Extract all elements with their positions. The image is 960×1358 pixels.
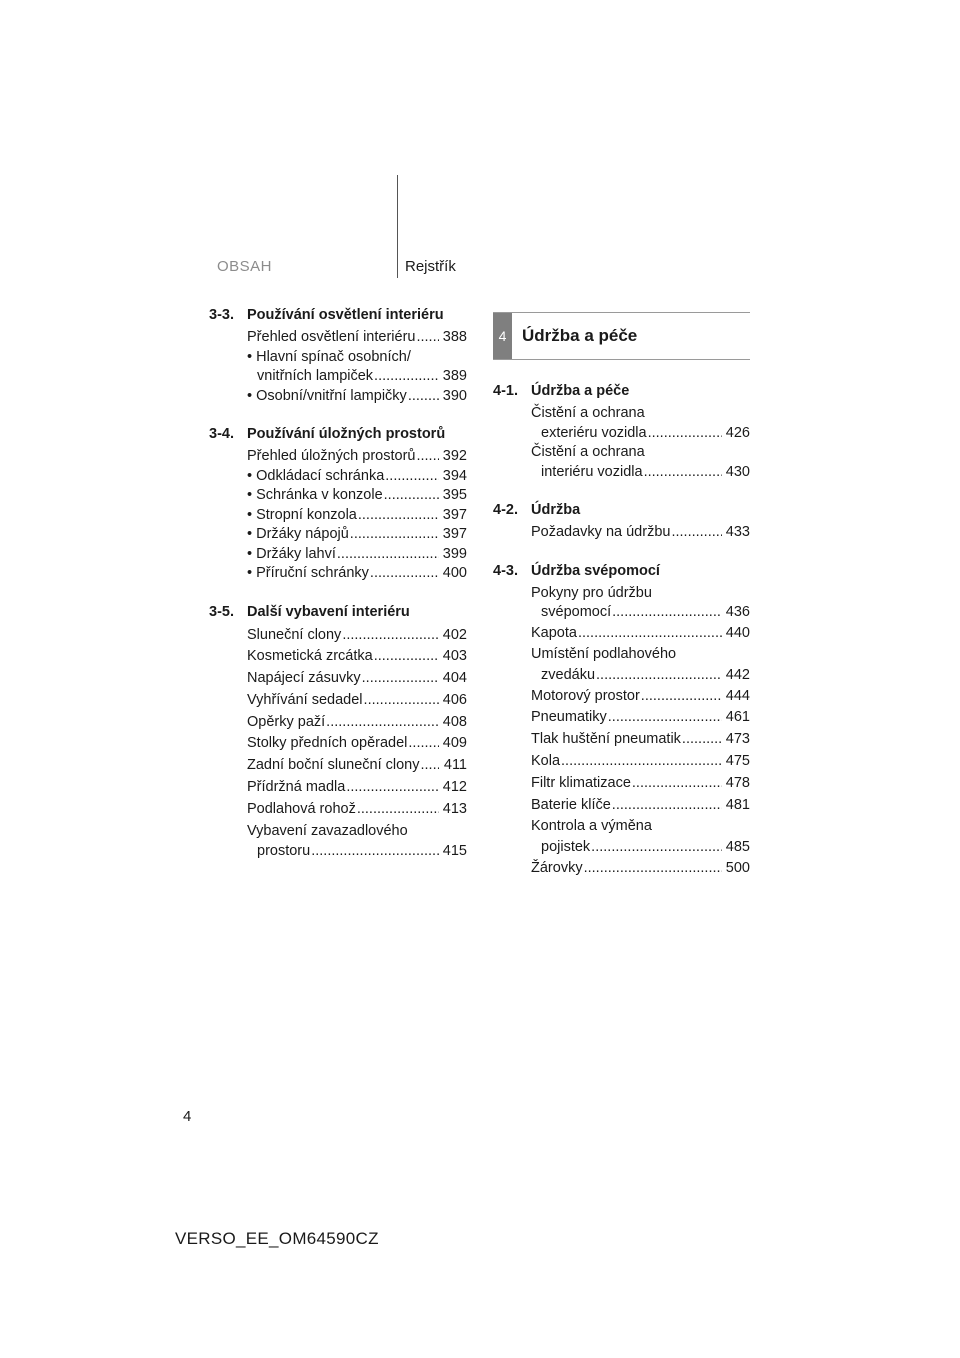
toc-entry[interactable]: Tlak huštění pneumatik ..... 473 [531,729,750,751]
toc-entry[interactable]: Sluneční clony ..... 402 [247,625,467,647]
toc-entry[interactable]: Kapota ..... 440 [531,623,750,645]
chapter-title: Údržba a péče [522,326,638,345]
section-heading [209,304,467,326]
obsah-link[interactable]: OBSAH [217,258,273,275]
section-3-5 [209,601,467,862]
toc-entry-line[interactable]: Pokyny pro údržbu [531,584,652,601]
chapter-header [493,312,750,360]
section-title: Další vybavení interiéru [247,603,410,620]
toc-entry[interactable]: Motorový prostor ..... 444 [531,686,750,708]
rejstrik-link[interactable]: Rejstřík [405,258,456,275]
section-heading [209,423,467,445]
section-title: Údržba svépomocí [531,562,660,579]
toc-entry[interactable]: vnitřních lampiček ..... 389 [247,367,467,387]
section-heading [209,601,467,623]
toc-left-column [209,304,467,862]
toc-entry[interactable]: • Držáky nápojů ..... 397 [247,525,467,545]
toc-entry[interactable]: interiéru vozidla ..... 430 [531,463,750,483]
section-heading [493,380,750,402]
section-heading [493,499,750,521]
toc-entry[interactable]: pojistek ..... 485 [531,838,750,858]
section-number: 4-1. [493,383,518,399]
section-number: 3-4. [209,426,234,442]
toc-entry[interactable]: Baterie klíče ..... 481 [531,795,750,817]
section-heading [493,560,750,582]
section-title: Používání osvětlení interiéru [247,307,444,323]
section-3-3 [209,304,467,406]
section-number: 3-3. [209,307,234,323]
toc-entry-line[interactable]: Kontrola a výměna [531,818,652,835]
toc-entry[interactable]: prostoru ..... 415 [247,842,467,862]
toc-entry[interactable]: • Příruční schránky ..... 400 [247,564,467,584]
toc-entry[interactable]: Vyhřívání sedadel ..... 406 [247,690,467,712]
section-title: Údržba a péče [531,383,630,399]
toc-entry[interactable]: Stolky předních opěradel ..... 409 [247,733,467,755]
toc-entry-line[interactable]: Vybavení zavazadlového [247,822,408,839]
section-4-1 [493,380,750,482]
page-number: 4 [183,1108,192,1125]
toc-entry[interactable]: Přídržná madla ..... 412 [247,777,467,799]
toc-entry[interactable]: • Odkládací schránka ..... 394 [247,467,467,487]
toc-entry-line[interactable]: Umístění podlahového [531,646,677,663]
section-title: Používání úložných prostorů [247,426,446,442]
section-3-4 [209,423,467,584]
toc-entry[interactable]: Přehled úložných prostorů ..... 392 [247,447,467,467]
toc-entry[interactable]: Opěrky paží ..... 408 [247,712,467,734]
toc-entry[interactable]: Kola ..... 475 [531,751,750,773]
section-4-2 [493,499,750,543]
toc-entry[interactable]: • Stropní konzola ..... 397 [247,506,467,526]
toc-entry[interactable]: • Držáky lahví ..... 399 [247,545,467,565]
toc-entry[interactable]: Požadavky na údržbu ..... 433 [531,523,750,543]
toc-entry[interactable]: Zadní boční sluneční clony ..... 411 [247,755,467,777]
toc-entry[interactable]: • Osobní/vnitřní lampičky ..... 390 [247,387,467,407]
nav-divider [397,175,398,278]
toc-entry[interactable]: Pneumatiky ..... 461 [531,707,750,729]
toc-entry-line[interactable]: • Hlavní spínač osobních/ [247,348,411,365]
toc-entry[interactable]: Žárovky ..... 500 [531,858,750,880]
chapter-number-tab: 4 [493,313,512,359]
toc-entry[interactable]: exteriéru vozidla ..... 426 [531,424,750,444]
toc-entry[interactable]: • Schránka v konzole ..... 395 [247,486,467,506]
toc-entry-line[interactable]: Čistění a ochrana [531,405,645,421]
toc-entry[interactable]: Kosmetická zrcátka ..... 403 [247,646,467,668]
toc-entry[interactable]: Napájecí zásuvky ..... 404 [247,668,467,690]
section-number: 4-2. [493,502,518,518]
toc-entry[interactable]: Přehled osvětlení interiéru ..... 388 [247,328,467,348]
toc-entry[interactable]: Filtr klimatizace ..... 478 [531,773,750,795]
toc-entry[interactable]: svépomocí ..... 436 [531,603,750,623]
section-number: 3-5. [209,603,234,620]
section-number: 4-3. [493,562,518,579]
document-code: VERSO_EE_OM64590CZ [175,1229,379,1248]
toc-entry[interactable]: zvedáku ..... 442 [531,666,750,686]
section-4-3 [493,560,750,880]
section-title: Údržba [531,502,581,518]
toc-entry[interactable]: Podlahová rohož ..... 413 [247,799,467,821]
toc-right-column [493,312,750,879]
toc-entry-line[interactable]: Čistění a ochrana [531,444,645,460]
